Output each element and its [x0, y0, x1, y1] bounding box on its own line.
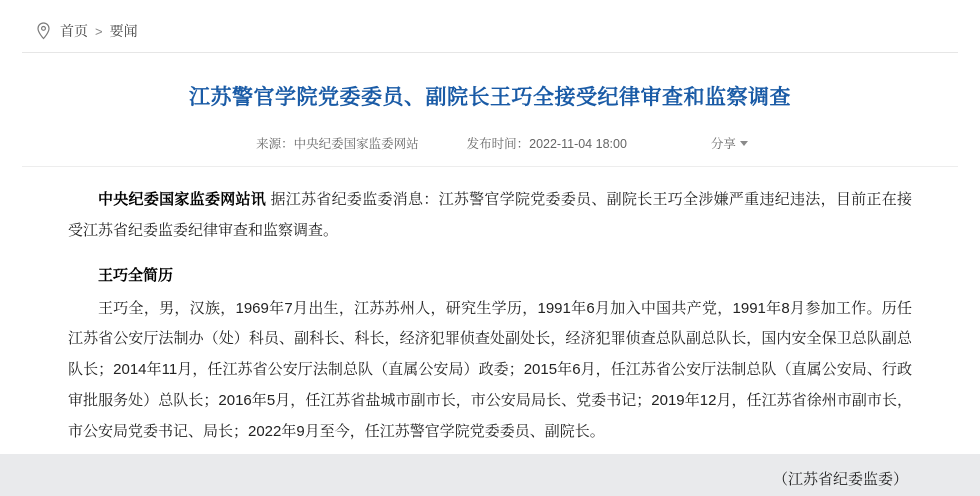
page-title: 江苏警官学院党委委员、副院长王巧全接受纪律审查和监察调查: [189, 86, 791, 109]
biography-paragraph: 王巧全，男，汉族，1969年7月出生，江苏苏州人，研究生学历，1991年6月加入中国共产党，1991年8月参加工作。历任江苏省公安厅法制办（处）科员、副科长、科长，经济犯罪侦查处副处长，经济犯罪侦查总队副总队长，国内安全保卫总队副总队长；2014年11月，任江苏省公安厅法制总队（直属公安局）政委；2015年6月，任江苏省公安厅法制总队（直属公安局、行政审批服务处）总队长；2016年5月，任江苏省盐城市副市长，市公安局局长、党委书记；2019年12月，任江苏省徐州市副市长，市公安局党委书记、局长；2022年9月至今，任江苏警官学院党委委员、副院长。: [68, 299, 912, 440]
breadcrumb: [22, 10, 958, 53]
meta-publish-label: 发布时间：: [466, 137, 530, 152]
breadcrumb-home-link[interactable]: 首页: [60, 23, 88, 39]
share-button[interactable]: [711, 134, 748, 152]
article-signature: （江苏省纪委监委）: [772, 471, 908, 489]
meta-publish-time: [467, 134, 627, 152]
meta-publish-value: 2022-11-04 18:00: [529, 137, 627, 152]
meta-source-label: 来源：: [256, 137, 294, 152]
lead-source-strong: 中央纪委国家监委网站讯: [98, 191, 267, 209]
chevron-down-icon: [740, 141, 748, 146]
breadcrumb-current[interactable]: 要闻: [109, 23, 138, 39]
meta-source-value: 中央纪委国家监委网站: [293, 137, 419, 152]
share-label: 分享: [710, 137, 736, 152]
article-meta: [22, 134, 958, 167]
location-pin-icon: [36, 22, 51, 40]
meta-source: [256, 134, 419, 152]
article-card: [22, 10, 958, 489]
lead-paragraph: [68, 185, 912, 247]
section-heading-biography: 王巧全简历: [98, 266, 174, 284]
article-body: [68, 167, 912, 496]
lead-paragraph-text: 据江苏省纪委监委消息：江苏警官学院党委委员、副院长王巧全涉嫌严重违纪违法，目前正在接受江苏省纪委监委纪律审查和监察调查。: [68, 191, 912, 240]
breadcrumb-separator: >: [95, 23, 103, 39]
